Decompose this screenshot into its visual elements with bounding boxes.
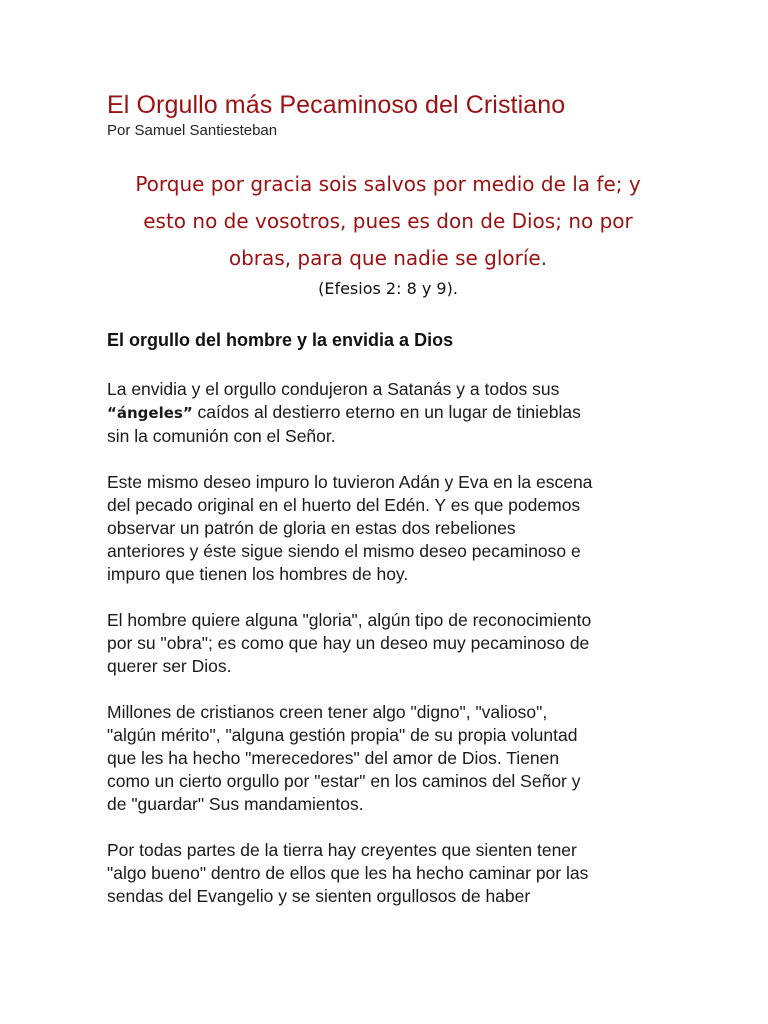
paragraph xyxy=(107,471,667,586)
paragraph-line: por su "obra"; es como que hay un deseo muy pecaminoso de xyxy=(107,633,590,653)
paragraph-line: del pecado original en el huerto del Edén. Y es que podemos xyxy=(107,495,581,515)
paragraph xyxy=(107,839,667,908)
paragraph-line: El hombre quiere alguna "gloria", algún tipo de reconocimiento xyxy=(107,610,592,630)
paragraph-line: querer ser Dios. xyxy=(107,656,232,676)
document-page xyxy=(107,88,667,908)
paragraph xyxy=(107,609,667,678)
verse-reference: (Efesios 2: 8 y 9). xyxy=(318,279,458,298)
paragraph-line: La envidia y el orgullo condujeron a Satanás y a todos sus xyxy=(107,379,560,399)
paragraph-line: sin la comunión con el Señor. xyxy=(107,426,336,446)
paragraph-line: anteriores y éste sigue siendo el mismo deseo pecaminoso e xyxy=(107,541,581,561)
paragraph xyxy=(107,701,667,816)
paragraph-line: "algo bueno" dentro de ellos que les ha hecho caminar por las xyxy=(107,863,589,883)
paragraph-line: impuro que tienen los hombres de hoy. xyxy=(107,564,409,584)
document-title: El Orgullo más Pecaminoso del Cristiano xyxy=(107,91,566,119)
paragraph-line: Por todas partes de la tierra hay creyentes que sienten tener xyxy=(107,840,577,860)
verse-line: Porque por gracia sois salvos por medio de la fe; y xyxy=(135,172,641,196)
paragraph-line: "algún mérito", "alguna gestión propia" de su propia voluntad xyxy=(107,725,578,745)
paragraph-text: caídos al destierro eterno en un lugar de tinieblas xyxy=(192,402,581,422)
paragraph xyxy=(107,378,667,448)
paragraph-line: como un cierto orgullo por "estar" en los caminos del Señor y xyxy=(107,771,581,791)
paragraph-line: sendas del Evangelio y se sienten orgullosos de haber xyxy=(107,886,531,906)
section-heading: El orgullo del hombre y la envidia a Dios xyxy=(107,330,454,350)
paragraph-line: Millones de cristianos creen tener algo "digno", "valioso", xyxy=(107,702,548,722)
author-byline: Por Samuel Santiesteban xyxy=(107,122,278,139)
scripture-verse xyxy=(104,166,672,277)
paragraph-line xyxy=(107,401,667,425)
paragraph-line: de "guardar" Sus mandamientos. xyxy=(107,794,364,814)
verse-line: esto no de vosotros, pues es don de Dios; no por xyxy=(143,209,633,233)
paragraph-line: observar un patrón de gloria en estas dos rebeliones xyxy=(107,518,516,538)
paragraph-line: que les ha hecho "merecedores" del amor de Dios. Tienen xyxy=(107,748,560,768)
quoted-word: “ángeles” xyxy=(107,404,193,422)
paragraph-line: Este mismo deseo impuro lo tuvieron Adán y Eva en la escena xyxy=(107,472,593,492)
verse-line: obras, para que nadie se gloríe. xyxy=(228,246,548,270)
